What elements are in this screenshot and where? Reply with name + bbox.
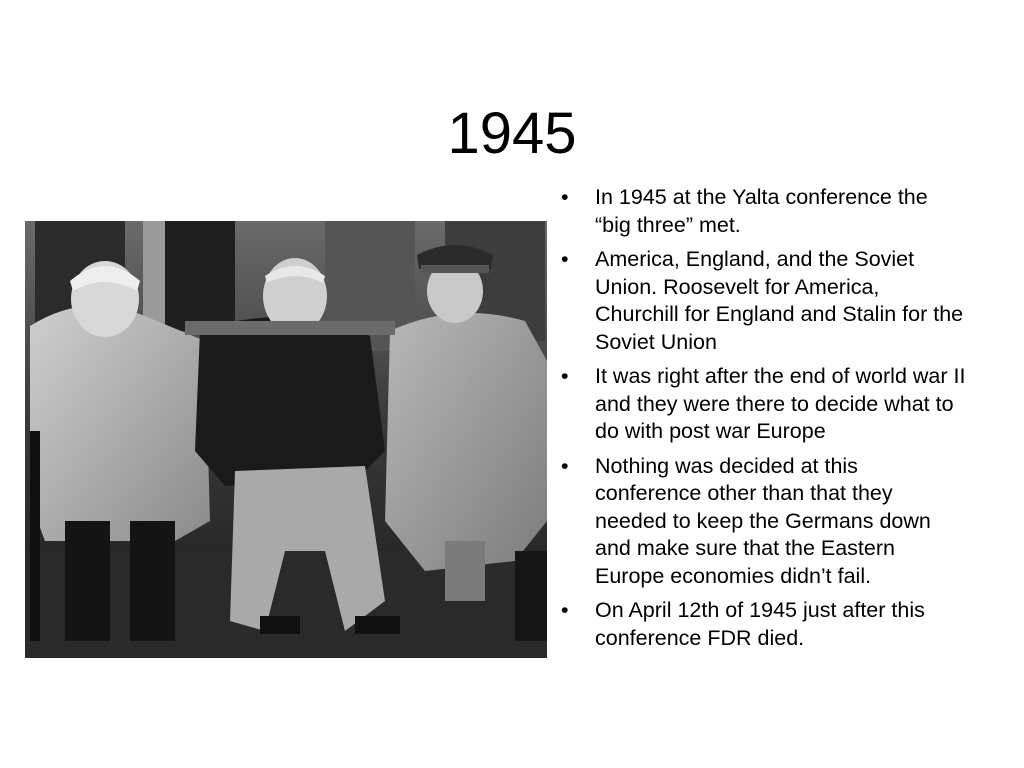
bullet-text: It was right after the end of world war II and they were there to decide what to do with post war Europe	[595, 364, 966, 443]
bullet-item	[558, 597, 968, 652]
bullet-icon: •	[561, 453, 569, 478]
bullet-item	[558, 184, 968, 239]
bullet-text: On April 12th of 1945 just after this conference FDR died.	[595, 598, 925, 650]
slide-title: 1945	[447, 101, 577, 166]
bullet-item	[558, 453, 968, 591]
bullet-list	[558, 184, 968, 659]
bullet-text: Nothing was decided at this conference other than that they needed to keep the Germans down and make sure that the Eastern Europe economies didn’t fail.	[595, 453, 931, 588]
bullet-item	[558, 363, 968, 446]
bullet-text: America, England, and the Soviet Union. Roosevelt for America, Churchill for England and Stalin for the Soviet Union	[595, 247, 964, 354]
bullet-icon: •	[561, 247, 569, 271]
bullet-icon: •	[561, 364, 569, 388]
bullet-icon: •	[561, 598, 569, 622]
photo-illustration	[25, 221, 547, 658]
yalta-conference-photo	[25, 221, 547, 658]
bullet-text: In 1945 at the Yalta conference the “big three” met.	[595, 185, 928, 237]
bullet-icon: •	[561, 185, 569, 209]
bullet-item	[558, 246, 968, 356]
